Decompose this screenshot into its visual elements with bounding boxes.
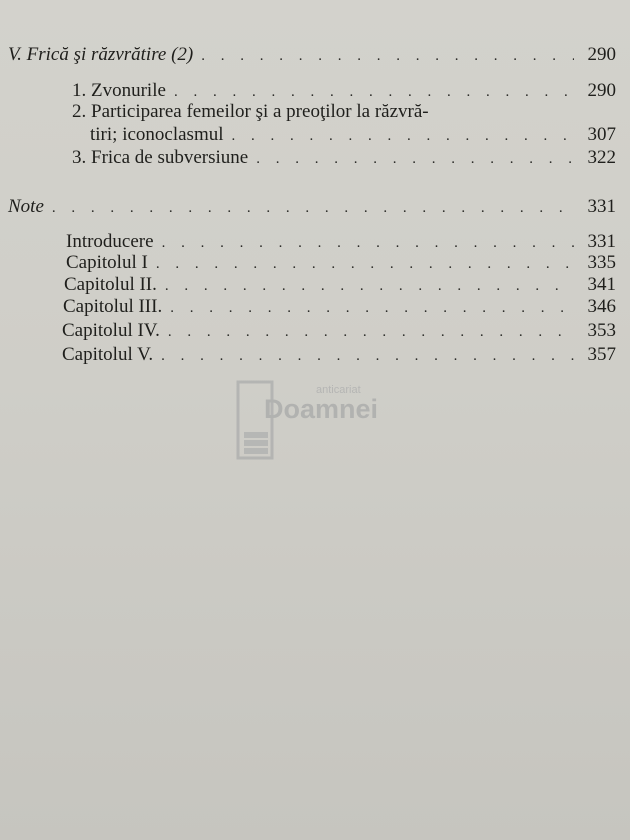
toc-entry-label: V. Frică şi răzvrătire (2) [8,44,194,65]
leader-dots [156,253,574,275]
toc-entry-zvonurile[interactable] [72,80,616,103]
toc-entry-label-line1[interactable]: 2. Participarea femeilor şi a preoţilor la răzvră- [72,101,429,122]
toc-entry-page: 353 [587,320,616,341]
toc-entry-page: 341 [587,274,616,295]
watermark-brand: Doamnei [264,394,379,424]
toc-entry-page: 346 [587,296,616,317]
toc-entry-page: 331 [587,196,616,217]
toc-entry-page: 331 [587,231,616,252]
toc-entry-label: Capitolul III. [63,296,163,317]
toc-entry-page: 290 [587,80,616,101]
toc-entry-frica-de-subversiune[interactable] [72,147,616,170]
toc-entry-label: Capitolul IV. [62,320,160,341]
leader-dots [232,125,574,147]
watermark-logo [236,380,406,460]
toc-entry-page: 307 [587,124,616,145]
toc-entry-note[interactable] [8,196,616,219]
leader-dots [170,297,574,319]
leader-dots [201,45,574,67]
leader-dots [174,81,574,103]
toc-entry-label: 1. Zvonurile [72,80,166,101]
toc-entry-page: 322 [587,147,616,168]
watermark-subtitle: anticariat [316,384,361,396]
leader-dots [165,275,574,297]
toc-entry-label: 3. Frica de subversiune [72,147,249,168]
leader-dots [52,197,574,219]
leader-dots [256,148,574,170]
leader-dots [161,345,574,367]
toc-entry-page: 335 [587,252,616,273]
toc-entry-label: Capitolul II. [64,274,157,295]
toc-entry-label: Note [8,196,44,217]
toc-entry-label: Capitolul V. [62,344,154,365]
toc-entry-label: Introducere [66,231,154,252]
toc-entry-capitolul-1[interactable] [66,252,616,275]
toc-entry-participarea[interactable] [90,124,616,147]
toc-entry-capitolul-3[interactable] [63,296,616,319]
toc-entry-capitolul-4[interactable] [62,320,616,343]
toc-entry-label: tiri; iconoclasmul [90,124,224,145]
toc-entry-section-v[interactable] [8,44,616,67]
leader-dots [162,232,574,254]
leader-dots [168,321,574,343]
toc-entry-label: Capitolul I [66,252,148,273]
toc-entry-page: 290 [587,44,616,65]
toc-entry-capitolul-2[interactable] [64,274,616,297]
show-through-text [0,460,630,840]
toc-entry-capitolul-5[interactable] [62,344,616,367]
toc-entry-introducere[interactable] [66,231,616,254]
toc-entry-page: 357 [587,344,616,365]
